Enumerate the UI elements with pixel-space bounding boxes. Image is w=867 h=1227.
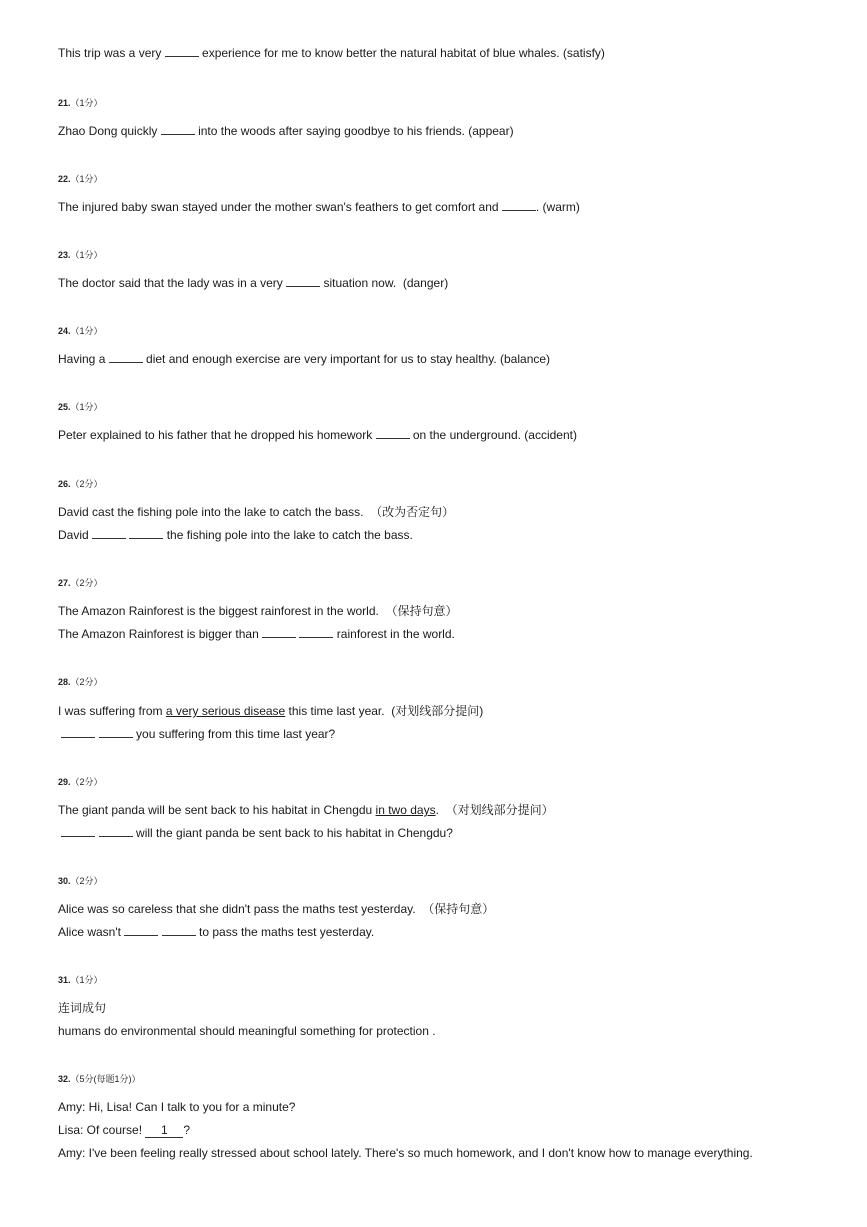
sentence-text: the fishing pole into the lake to catch the bass. [163,528,413,542]
question-number: 32. [58,1074,71,1084]
sentence-text: Zhao Dong quickly [58,124,161,138]
answer-blank[interactable] [129,527,163,539]
numbered-answer-blank[interactable]: 1 [145,1124,183,1138]
question-29-original [58,802,554,818]
underlined-phrase: in two days [375,803,436,817]
question-31-words: humans do environmental should meaningful something for protection . [58,1024,436,1038]
question-32-dialog-line: Amy: I've been feeling really stressed about school lately. There's so much homework, and I don't know how to manage everything. [58,1146,753,1160]
answer-blank[interactable] [61,825,95,837]
question-number: 26. [58,479,71,489]
question-score: （2分） [70,578,103,588]
question-32-dialog-line: Amy: Hi, Lisa! Can I talk to you for a minute? [58,1100,296,1114]
question-score: （5分(每题1分)） [70,1074,141,1084]
question-22-header [58,173,103,185]
question-23-sentence [58,275,448,291]
answer-blank[interactable] [286,275,320,287]
question-number: 24. [58,326,71,336]
sentence-text: Peter explained to his father that he dropped his homework [58,428,376,442]
question-32-dialog-line [58,1122,190,1138]
question-27-header [58,577,103,589]
answer-blank[interactable] [124,924,158,936]
question-score: （1分） [70,326,103,336]
answer-blank[interactable] [299,626,333,638]
question-21-header [58,97,103,109]
question-26-original: David cast the fishing pole into the lake to catch the bass. （改为否定句） [58,505,455,519]
sentence-text: situation now. (danger) [320,276,449,290]
question-24-header [58,325,103,337]
answer-blank[interactable] [162,924,196,936]
sentence-text: into the woods after saying goodbye to his friends. (appear) [194,124,514,138]
sentence-text: This trip was a very [58,46,165,60]
question-score: （1分） [70,250,103,260]
question-number: 27. [58,578,71,588]
question-30-header [58,875,103,887]
question-number: 29. [58,777,71,787]
question-26-header [58,478,103,490]
answer-blank[interactable] [376,427,410,439]
question-score: （2分） [70,479,103,489]
question-27-rewrite [58,626,455,642]
question-number: 22. [58,174,71,184]
sentence-text: Alice wasn't [58,925,125,939]
sentence-text: will the giant panda be sent back to his habitat in Chengdu? [132,826,453,840]
question-number: 23. [58,250,71,260]
sentence-text: . (warm) [535,200,580,214]
sentence-text: to pass the maths test yesterday. [195,925,375,939]
sentence-text: David [58,528,93,542]
answer-blank[interactable] [109,351,143,363]
answer-blank[interactable] [99,825,133,837]
underlined-phrase: a very serious disease [165,704,286,718]
question-score: （2分） [70,777,103,787]
sentence-text: The giant panda will be sent back to his habitat in Chengdu [58,803,376,817]
question-30-original: Alice was so careless that she didn't pass the maths test yesterday. （保持句意） [58,902,495,916]
sentence-text: Having a [58,352,109,366]
question-number: 30. [58,876,71,886]
question-22-sentence [58,199,580,215]
sentence-text: ? [183,1123,191,1137]
sentence-text: rainforest in the world. [333,627,455,641]
question-28-original [58,703,483,719]
question-number: 31. [58,975,71,985]
answer-blank[interactable] [99,726,133,738]
question-21-sentence [58,123,514,139]
sentence-text: The doctor said that the lady was in a very [58,276,287,290]
question-31-header [58,974,103,986]
question-score: （1分） [70,402,103,412]
sentence-text: . （对划线部分提问） [435,803,554,817]
sentence-text: The injured baby swan stayed under the mother swan's feathers to get comfort and [58,200,502,214]
answer-blank[interactable] [61,726,95,738]
sentence-text: on the underground. (accident) [409,428,577,442]
question-25-sentence [58,427,577,443]
sentence-text: experience for me to know better the natural habitat of blue whales. (satisfy) [198,46,605,60]
sentence-text: The Amazon Rainforest is bigger than [58,627,263,641]
question-score: （1分） [70,174,103,184]
question-24-sentence [58,351,550,367]
question-30-rewrite [58,924,374,940]
answer-blank[interactable] [92,527,126,539]
sentence-text: diet and enough exercise are very important for us to stay healthy. (balance) [142,352,551,366]
question-20-sentence [58,45,605,61]
question-number: 21. [58,98,71,108]
question-23-header [58,249,103,261]
question-32-header [58,1073,141,1085]
question-29-header [58,776,103,788]
question-number: 28. [58,677,71,687]
question-28-rewrite [58,726,335,742]
question-score: （2分） [70,677,103,687]
question-31-instruction: 连词成句 [58,1001,107,1015]
answer-blank[interactable] [502,199,536,211]
sentence-text: this time last year. (对划线部分提问) [285,704,484,718]
question-28-header [58,676,103,688]
question-score: （1分） [70,975,103,985]
answer-blank[interactable] [161,123,195,135]
question-number: 25. [58,402,71,412]
sentence-text: I was suffering from [58,704,166,718]
question-26-rewrite [58,527,413,543]
answer-blank[interactable] [165,45,199,57]
question-27-original: The Amazon Rainforest is the biggest rainforest in the world. （保持句意） [58,604,458,618]
question-25-header [58,401,103,413]
question-score: （2分） [70,876,103,886]
sentence-text: you suffering from this time last year? [132,727,336,741]
sentence-text: Lisa: Of course! [58,1123,146,1137]
question-score: （1分） [70,98,103,108]
answer-blank[interactable] [262,626,296,638]
question-29-rewrite [58,825,453,841]
